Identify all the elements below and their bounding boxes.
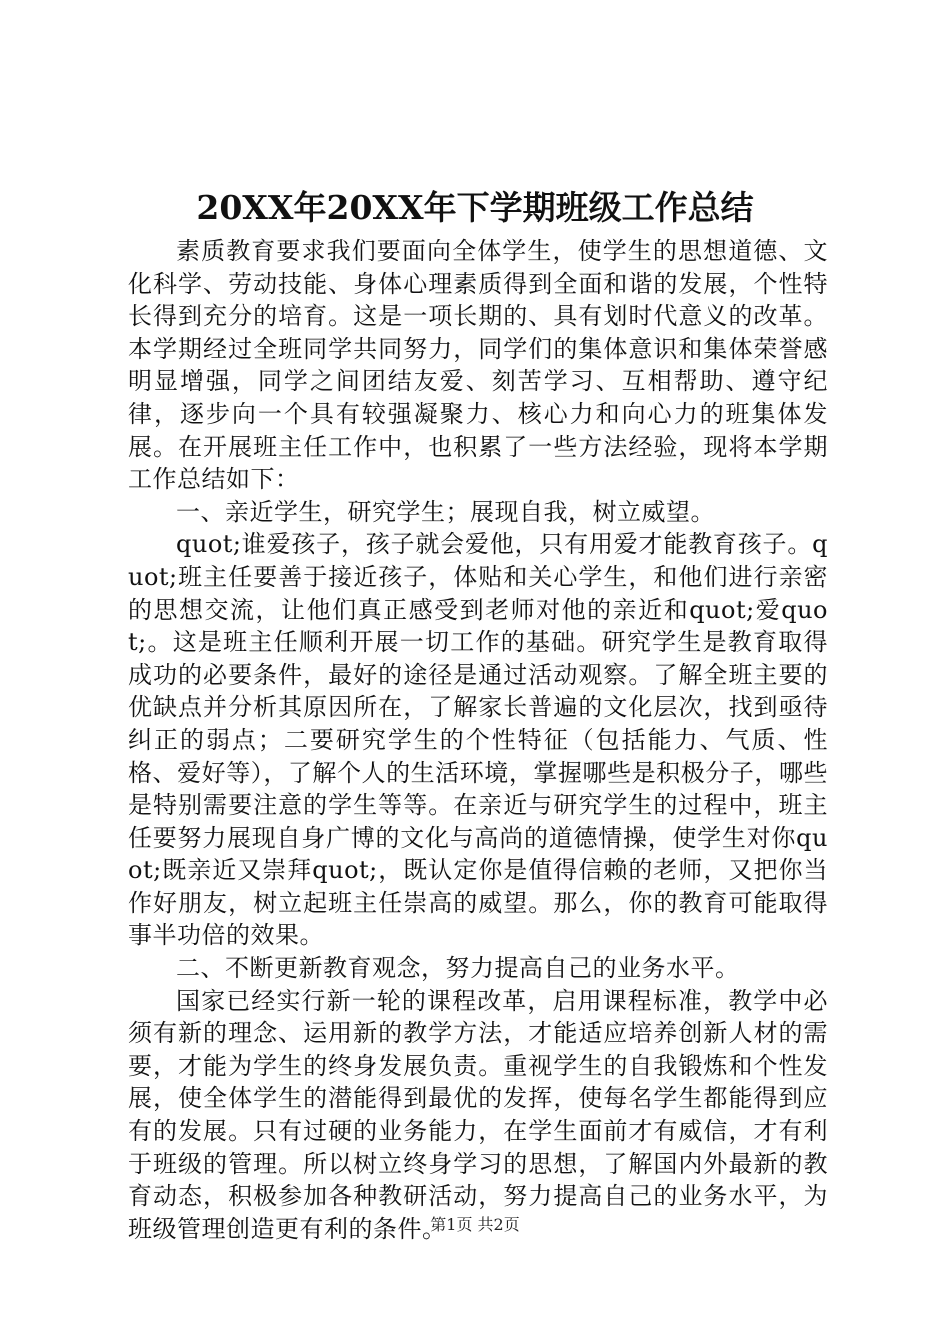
paragraph-section-1: quot;谁爱孩子，孩子就会爱他，只有用爱才能教育孩子。quot;班主任要善于接近孩子，体贴和关心学生，和他们进行亲密的思想交流，让他们真正感受到老师对他的亲近和quot;爱quot;。这是班主任顺利开展一切工作的基础。研究学生是教育取得成功的必要条件，最好的途径是通过活动观察。了解全班主要的优缺点并分析其原因所在，了解家长普遍的文化层次，找到亟待纠正的弱点；二要研究学生的个性特征（包括能力、气质、性格、爱好等），了解个人的生活环境，掌握哪些是积极分子，哪些是特别需要注意的学生等等。在亲近与研究学生的过程中，班主任要努力展现自身广博的文化与高尚的道德情操，使学生对你quot;既亲近又崇拜quot;，既认定你是值得信赖的老师，又把你当作好朋友，树立起班主任崇高的威望。那么，你的教育可能取得事半功倍的效果。 <box>128 530 828 950</box>
document-body <box>128 235 828 1245</box>
document-title: 20XX年20XX年下学期班级工作总结 <box>196 188 754 227</box>
paragraph-intro: 素质教育要求我们要面向全体学生，使学生的思想道德、文化科学、劳动技能、身体心理素质得到全面和谐的发展，个性特长得到充分的培育。这是一项长期的、具有划时代意义的改革。本学期经过全班同学共同努力，同学们的集体意识和集体荣誉感明显增强，同学之间团结友爱、刻苦学习、互相帮助、遵守纪律，逐步向一个具有较强凝聚力、核心力和向心力的班集体发展。在开展班主任工作中，也积累了一些方法经验，现将本学期工作总结如下： <box>128 237 828 494</box>
paragraph-section-2: 国家已经实行新一轮的课程改革，启用课程标准，教学中必须有新的理念、运用新的教学方法，才能适应培养创新人材的需要，才能为学生的终身发展负责。重视学生的自我锻炼和个性发展，使全体学生的潜能得到最优的发挥，使每名学生都能得到应有的发展。只有过硬的业务能力，在学生面前才有威信，才有利于班级的管理。所以树立终身学习的思想，了解国内外最新的教育动态，积极参加各种教研活动，努力提高自己的业务水平，为班级管理创造更有利的条件。 <box>128 986 828 1243</box>
page-footer: 第1页 共2页 <box>430 1215 520 1234</box>
section-heading-1: 一、亲近学生，研究学生；展现自我，树立威望。 <box>176 497 715 526</box>
section-heading-2: 二、不断更新教育观念，努力提高自己的业务水平。 <box>176 954 740 983</box>
